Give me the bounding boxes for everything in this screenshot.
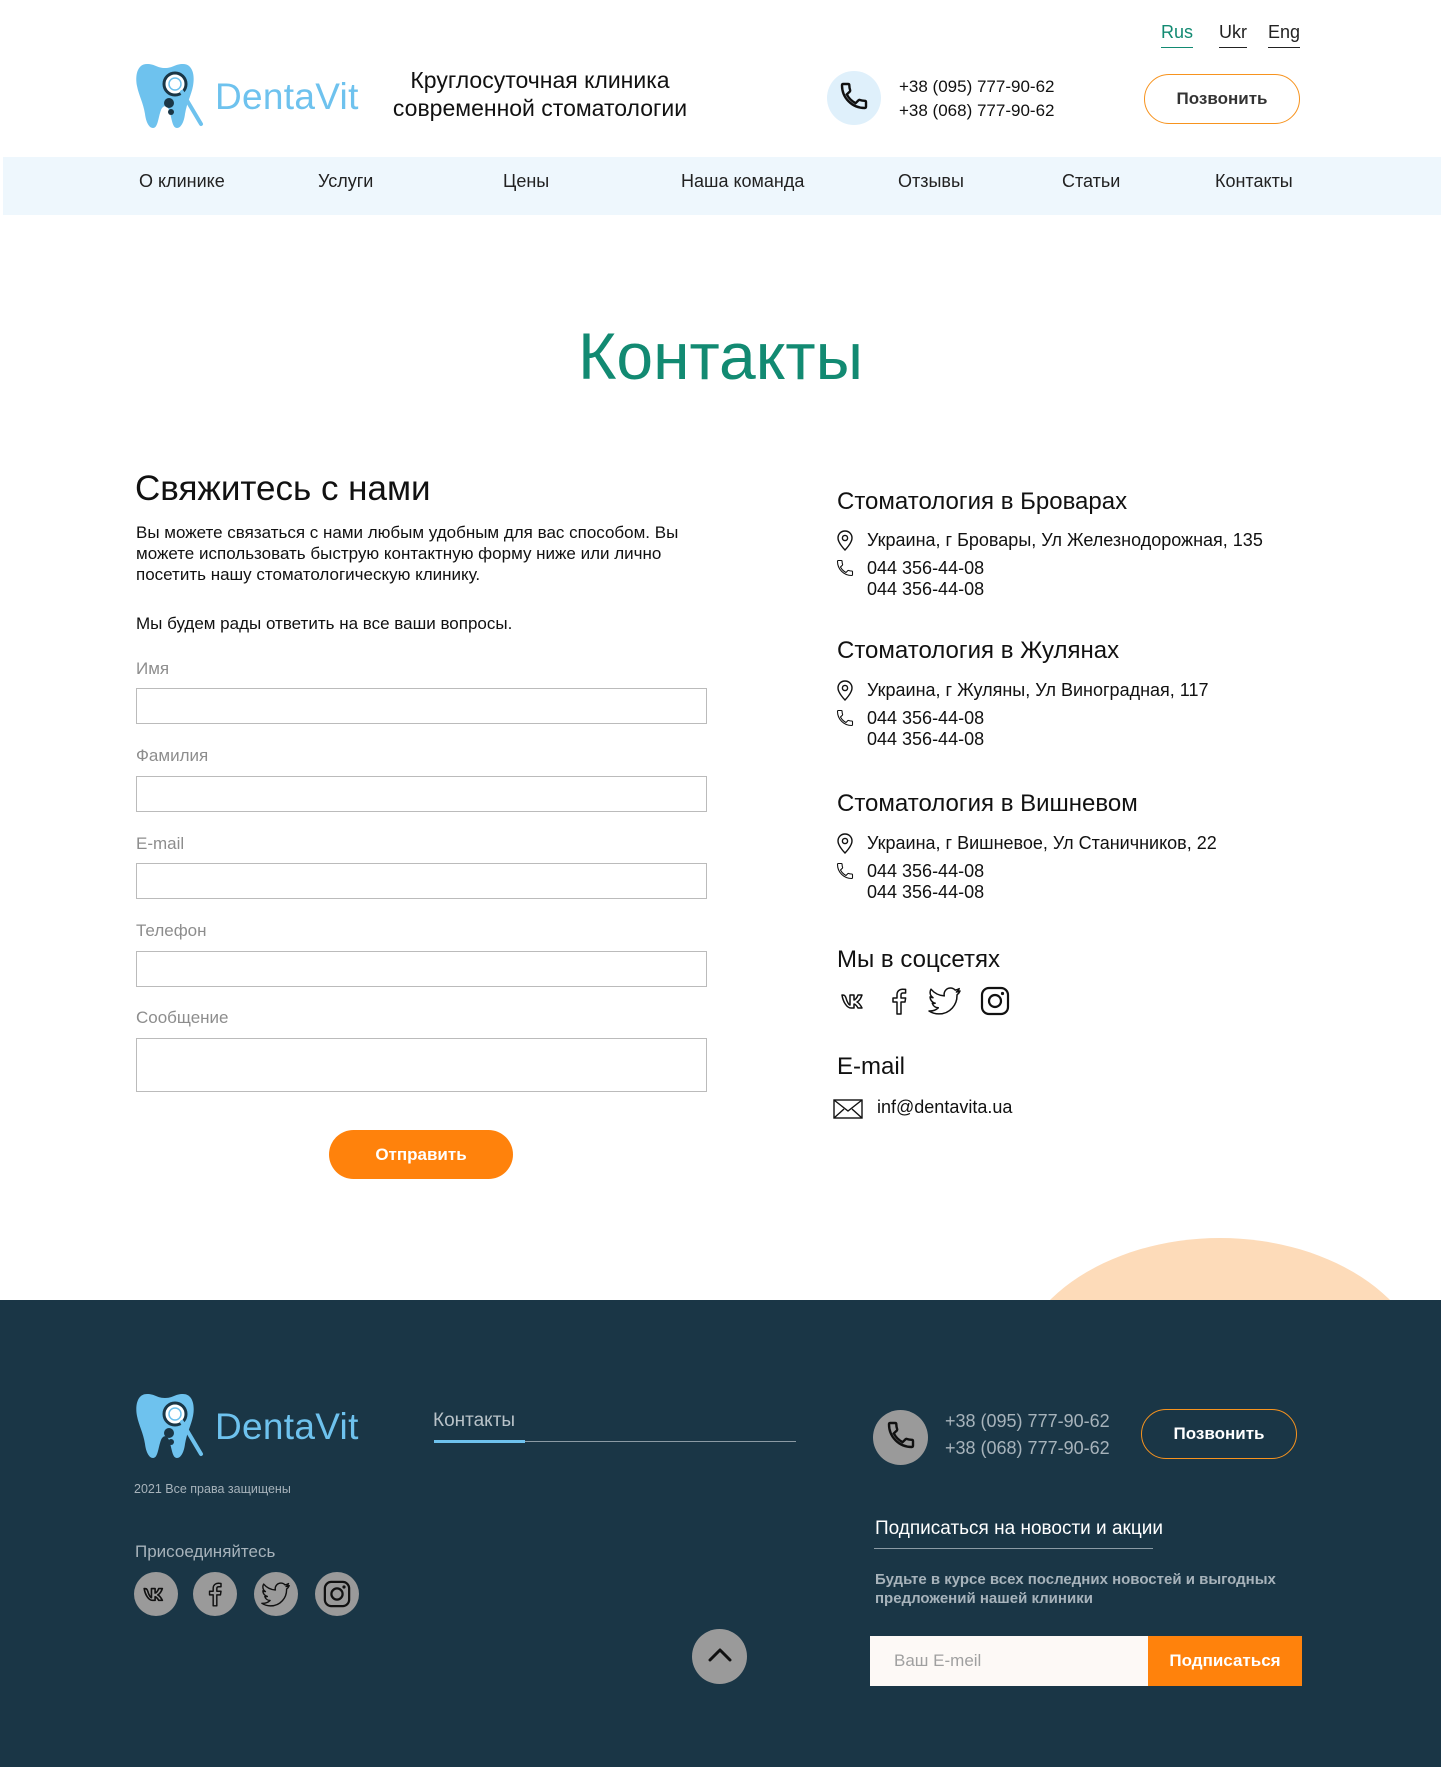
social-links <box>840 986 1028 1016</box>
tagline-line-1: Круглосуточная клиника <box>410 67 670 93</box>
header-phone-2[interactable]: +38 (068) 777-90-62 <box>899 101 1055 120</box>
clinic-heading: Стоматология в Броварах <box>837 488 1128 515</box>
first-name-field[interactable] <box>136 688 707 724</box>
chevron-up-icon <box>707 1645 733 1668</box>
twitter-icon[interactable] <box>254 1572 298 1616</box>
facebook-icon[interactable] <box>888 987 910 1015</box>
email-address[interactable]: inf@dentavita.ua <box>877 1097 1013 1117</box>
main-nav <box>3 157 1441 215</box>
clinic-heading: Стоматология в Жулянах <box>837 637 1120 664</box>
divider <box>874 1548 1153 1549</box>
phone-field[interactable] <box>136 951 707 987</box>
location-pin-icon <box>833 833 857 855</box>
nav-item-prices[interactable]: Цены <box>503 171 550 191</box>
envelope-icon <box>833 1097 863 1119</box>
footer-phone-badge <box>873 1410 928 1465</box>
first-name-label: Имя <box>136 659 170 678</box>
page-title: Контакты <box>577 319 864 393</box>
lang-eng[interactable]: Eng <box>1268 22 1300 48</box>
nav-item-contacts[interactable]: Контакты <box>1215 171 1293 191</box>
footer-phone-1[interactable]: +38 (095) 777-90-62 <box>945 1411 1110 1431</box>
message-label: Сообщение <box>136 1008 229 1027</box>
email-row <box>833 1097 1012 1119</box>
message-field[interactable] <box>136 1038 707 1092</box>
nav-item-services[interactable]: Услуги <box>318 171 374 191</box>
social-heading: Мы в соцсетях <box>837 946 1000 973</box>
subscribe-description: Будьте в курсе всех последних новостей и выгодных предложений нашей клиники <box>875 1571 1276 1607</box>
clinic-phones <box>833 708 984 750</box>
clinic-address <box>833 680 1208 702</box>
nav-item-team[interactable]: Наша команда <box>681 171 805 191</box>
phone-icon <box>833 861 857 883</box>
footer-phones <box>945 1408 1110 1462</box>
subscribe-button[interactable]: Подписаться <box>1148 1636 1302 1686</box>
clinic-phones <box>833 558 984 600</box>
header-phones <box>899 75 1054 123</box>
email-label: E-mail <box>136 834 185 853</box>
email-heading: E-mail <box>837 1053 906 1080</box>
clinic-address-text: Украина, г Бровары, Ул Железнодорожная, 135 <box>867 530 1263 550</box>
footer-call-button[interactable]: Позвонить <box>1141 1409 1297 1459</box>
divider-accent <box>434 1440 525 1443</box>
tooth-logo-icon <box>133 1388 205 1465</box>
clinic-phone[interactable]: 044 356-44-08 <box>867 579 985 599</box>
brand-name: DentaVit <box>215 1405 359 1447</box>
lang-rus[interactable]: Rus <box>1161 22 1193 48</box>
last-name-label: Фамилия <box>136 746 209 765</box>
instagram-icon[interactable] <box>315 1572 359 1616</box>
nav-item-articles[interactable]: Статьи <box>1062 171 1121 191</box>
clinic-address <box>833 530 1263 552</box>
header-logo[interactable] <box>133 58 359 135</box>
location-pin-icon <box>833 680 857 702</box>
phone-label: Телефон <box>136 921 207 940</box>
brand-name: DentaVit <box>215 75 359 117</box>
contact-intro: Вы можете связаться с нами любым удобным для вас способом. Вы можете использовать быструю контактную форму ниже или лично посетить нашу стоматологическую клинику. <box>136 523 679 584</box>
vk-icon[interactable] <box>134 1572 178 1616</box>
instagram-icon[interactable] <box>980 986 1010 1016</box>
clinic-address-text: Украина, г Вишневое, Ул Станичников, 22 <box>867 833 1217 853</box>
nav-item-reviews[interactable]: Отзывы <box>898 171 964 191</box>
join-us-label: Присоединяйтесь <box>135 1542 276 1561</box>
phone-icon <box>838 80 870 117</box>
tagline-line-2: современной стоматологии <box>392 95 688 121</box>
footer-logo[interactable] <box>133 1388 359 1465</box>
phone-icon <box>833 558 857 580</box>
clinic-address-text: Украина, г Жуляны, Ул Виноградная, 117 <box>867 680 1209 700</box>
scroll-to-top-button[interactable] <box>692 1629 747 1684</box>
facebook-icon[interactable] <box>193 1572 237 1616</box>
call-button[interactable]: Позвонить <box>1144 74 1300 124</box>
nav-item-about[interactable]: О клинике <box>139 171 225 191</box>
copyright: 2021 Все права защищены <box>134 1482 291 1496</box>
clinic-heading: Стоматология в Вишневом <box>837 790 1138 817</box>
header-tagline <box>380 66 700 122</box>
subscribe-heading: Подписаться на новости и акции <box>875 1518 1163 1539</box>
last-name-field[interactable] <box>136 776 707 812</box>
clinic-phone[interactable]: 044 356-44-08 <box>867 558 985 578</box>
location-pin-icon <box>833 530 857 552</box>
contact-intro-2: Мы будем рады ответить на все ваши вопросы. <box>136 614 513 633</box>
clinic-phone[interactable]: 044 356-44-08 <box>867 729 985 749</box>
phone-icon <box>833 708 857 730</box>
vk-icon[interactable] <box>840 990 870 1012</box>
clinic-phone[interactable]: 044 356-44-08 <box>867 708 985 728</box>
phone-icon <box>885 1419 917 1456</box>
footer <box>0 1300 1441 1767</box>
header-phone-1[interactable]: +38 (095) 777-90-62 <box>899 77 1055 96</box>
contact-form-heading: Свяжитесь с нами <box>135 469 431 508</box>
clinic-phone[interactable]: 044 356-44-08 <box>867 861 985 881</box>
header-phone-badge <box>827 71 881 125</box>
subscribe-email-input[interactable] <box>870 1636 1148 1686</box>
footer-contacts-link[interactable]: Контакты <box>433 1410 516 1431</box>
lang-ukr[interactable]: Ukr <box>1219 22 1247 48</box>
clinic-phones <box>833 861 984 903</box>
twitter-icon[interactable] <box>928 987 962 1015</box>
footer-phone-2[interactable]: +38 (068) 777-90-62 <box>945 1438 1110 1458</box>
submit-button[interactable]: Отправить <box>329 1130 513 1179</box>
clinic-phone[interactable]: 044 356-44-08 <box>867 882 985 902</box>
clinic-address <box>833 833 1217 855</box>
tooth-logo-icon <box>133 58 205 135</box>
email-field[interactable] <box>136 863 707 899</box>
